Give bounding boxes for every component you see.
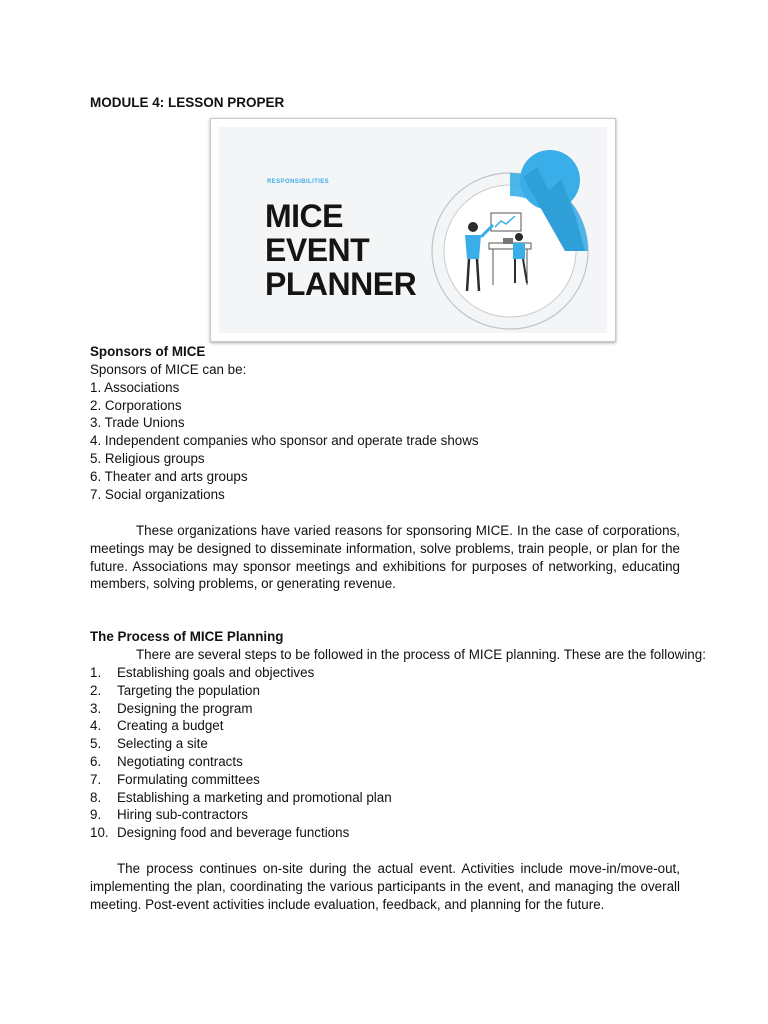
- sponsor-item-3: 3. Trade Unions: [90, 415, 185, 430]
- sponsor-item-2: 2. Corporations: [90, 398, 182, 413]
- presenter-head-icon: [468, 222, 478, 232]
- process-step: 1. Establishing goals and objectives: [90, 665, 315, 680]
- process-step-text: Designing food and beverage functions: [117, 825, 350, 840]
- process-step: 8. Establishing a marketing and promotional plan: [90, 790, 392, 805]
- sponsor-item-4: 4. Independent companies who sponsor and operate trade shows: [90, 433, 479, 448]
- process-step-text: Selecting a site: [117, 736, 208, 751]
- banner-line-3: PLANNER: [265, 266, 417, 302]
- module-title: MODULE 4: LESSON PROPER: [90, 95, 285, 110]
- sponsors-intro: Sponsors of MICE can be:: [90, 362, 247, 377]
- banner-line-2: EVENT: [265, 232, 370, 268]
- sponsor-item-1: 1. Associations: [90, 380, 180, 395]
- process-step: 9. Hiring sub-contractors: [90, 807, 248, 822]
- process-step: 10. Designing food and beverage functions: [90, 825, 350, 840]
- process-step-text: Creating a budget: [117, 718, 224, 733]
- process-step-text: Negotiating contracts: [117, 754, 243, 769]
- banner-canvas: [219, 127, 607, 333]
- process-step: 2. Targeting the population: [90, 683, 260, 698]
- process-step: 5. Selecting a site: [90, 736, 208, 751]
- mice-event-planner-banner: [210, 118, 616, 342]
- banner-line-1: MICE: [265, 198, 343, 234]
- process-step-text: Establishing goals and objectives: [117, 665, 315, 680]
- event-planner-illustration: [415, 135, 605, 333]
- process-step: 3. Designing the program: [90, 701, 253, 716]
- process-step-text: Formulating committees: [117, 772, 260, 787]
- laptop-icon: [503, 238, 513, 244]
- process-step-text: Establishing a marketing and promotional plan: [117, 790, 392, 805]
- process-step-text: Designing the program: [117, 701, 253, 716]
- process-heading: The Process of MICE Planning: [90, 629, 284, 644]
- presenter-body-icon: [465, 235, 481, 259]
- process-step-text: Hiring sub-contractors: [117, 807, 248, 822]
- sitting-person-body-icon: [513, 243, 525, 259]
- sponsor-item-6: 6. Theater and arts groups: [90, 469, 248, 484]
- banner-small-label: RESPONSIBILITIES: [267, 179, 330, 185]
- process-step: 4. Creating a budget: [90, 718, 224, 733]
- sponsors-heading: Sponsors of MICE: [90, 344, 206, 359]
- process-step: 6. Negotiating contracts: [90, 754, 243, 769]
- presentation-board-icon: [491, 213, 521, 231]
- process-intro: There are several steps to be followed in the process of MICE planning. These are the following:: [136, 647, 706, 662]
- sponsor-item-7: 7. Social organizations: [90, 487, 225, 502]
- process-closing-paragraph: The process continues on-site during the actual event. Activities include move-in/move-out, implementing the plan, coordinating the various participants in the event, and managing the overall meeting. Post-event activities include evaluation, feedback, and planning for the future.: [90, 861, 680, 912]
- sponsor-item-5: 5. Religious groups: [90, 451, 205, 466]
- process-step-text: Targeting the population: [117, 683, 260, 698]
- process-step: 7. Formulating committees: [90, 772, 260, 787]
- sponsors-paragraph: These organizations have varied reasons for sponsoring MICE. In the case of corporations, meetings may be designed to disseminate information, solve problems, train people, or plan for the future. Associations may sponsor meetings and exhibitions for purposes of networking, educating members, solving problems, or generating revenue.: [90, 523, 680, 592]
- sitting-person-head-icon: [515, 233, 523, 241]
